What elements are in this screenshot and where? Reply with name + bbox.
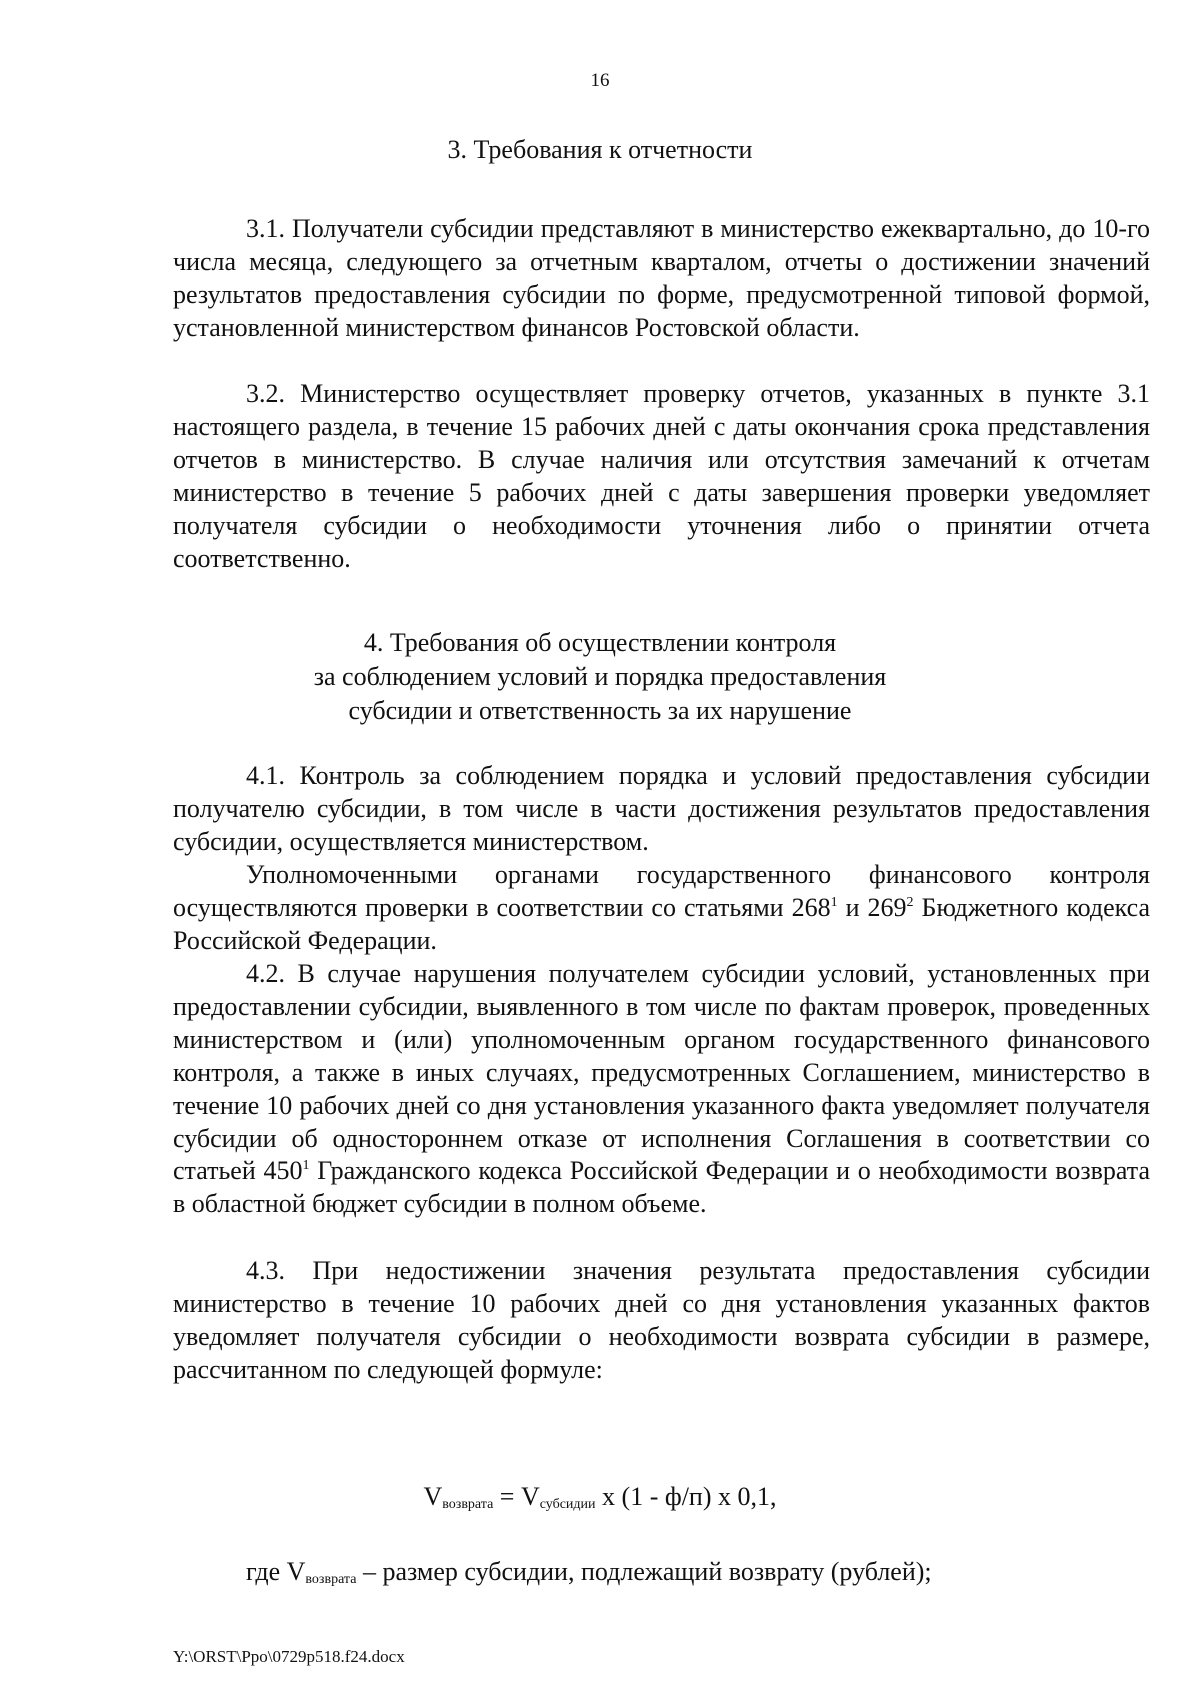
- section-4-heading: [0, 626, 1200, 728]
- paragraph-4-1-audit: [173, 859, 1150, 958]
- paragraph-4-2-text-1: 4.2. В случае нарушения получателем субсидии условий, установленных при предоставлении субсидии, выявленного в том числе по фактам проверок, проведенных министерством и (или) уполномоченным органом государственного финансового контроля, а также в иных случаях, предусмотренных Соглашением, министерство в течение 10 рабочих дней со дня установления указанного факта уведомляет получателя субсидии об одностороннем отказе от исполнения Соглашения в соответствии со статьей 450: [173, 959, 1150, 1186]
- paragraph-4-1-audit-text-1: Уполномоченными органами государственного финансового контроля осуществляются проверки в соответствии со статьями 268: [173, 860, 1150, 922]
- formula-subscript-refund: возврата: [442, 1497, 494, 1512]
- section-4-heading-line-1: 4. Требования об осуществлении контроля: [363, 628, 837, 657]
- superscript-article-450: 1: [302, 1158, 310, 1174]
- formula-subscript-subsidy: субсидии: [539, 1497, 596, 1512]
- section-4-heading-line-3: субсидии и ответственность за их нарушение: [348, 696, 852, 725]
- paragraph-4-2: [173, 958, 1150, 1221]
- file-path-footer: Y:\ORST\Ppo\0729p518.f24.docx: [173, 1647, 405, 1666]
- formula-rest: х (1 - ф/п) х 0,1,: [595, 1482, 777, 1511]
- section-3-heading: 3. Требования к отчетности: [447, 135, 753, 164]
- formula-where-line: [246, 1555, 932, 1597]
- superscript-2: 2: [906, 894, 914, 910]
- formula-v: V: [423, 1482, 443, 1511]
- paragraph-4-1-audit-text-3: Бюджетного кодекса Российской Федерации.: [173, 892, 1150, 955]
- section-4-heading-line-2: за соблюдением условий и порядка предоставления: [313, 662, 887, 691]
- paragraph-3-2: 3.2. Министерство осуществляет проверку отчетов, указанных в пункте 3.1 настоящего раздела, в течение 15 рабочих дней с даты окончания срока представления отчетов в министерство. В случае наличия или отсутствия замечаний к отчетам министерство в течение 5 рабочих дней с даты завершения проверки уведомляет получателя субсидии о необходимости уточнения либо о принятии отчета соответственно.: [173, 379, 1150, 573]
- where-prefix: где V: [246, 1557, 306, 1586]
- where-subscript: возврата: [305, 1572, 357, 1587]
- paragraph-4-1-audit-text-2: и 269: [837, 892, 907, 922]
- superscript-1: 1: [830, 894, 838, 910]
- formula-equals: = V: [493, 1482, 540, 1511]
- where-text: – размер субсидии, подлежащий возврату (рублей);: [356, 1557, 932, 1586]
- paragraph-4-2-text-2: Гражданского кодекса Российской Федерации и о необходимости возврата в областной бюджет субсидии в полном объеме.: [173, 1156, 1150, 1219]
- paragraph-3-1: 3.1. Получатели субсидии представляют в министерство ежеквартально, до 10-го числа месяца, следующего за отчетным кварталом, отчеты о достижении значений результатов предоставления субсидии по форме, предусмотренной типовой формой, установленной министерством финансов Ростовской области.: [173, 214, 1150, 342]
- paragraph-4-1: 4.1. Контроль за соблюдением порядка и условий предоставления субсидии получателю субсидии, в том числе в части достижения результатов предоставления субсидии, осуществляется министерством.: [173, 761, 1150, 856]
- refund-formula: [0, 1480, 1200, 1522]
- paragraph-4-3: 4.3. При недостижении значения результата предоставления субсидии министерство в течение 10 рабочих дней со дня установления указанных фактов уведомляет получателя субсидии о необходимости возврата субсидии в размере, рассчитанном по следующей формуле:: [173, 1256, 1150, 1384]
- page-number: 16: [590, 70, 610, 91]
